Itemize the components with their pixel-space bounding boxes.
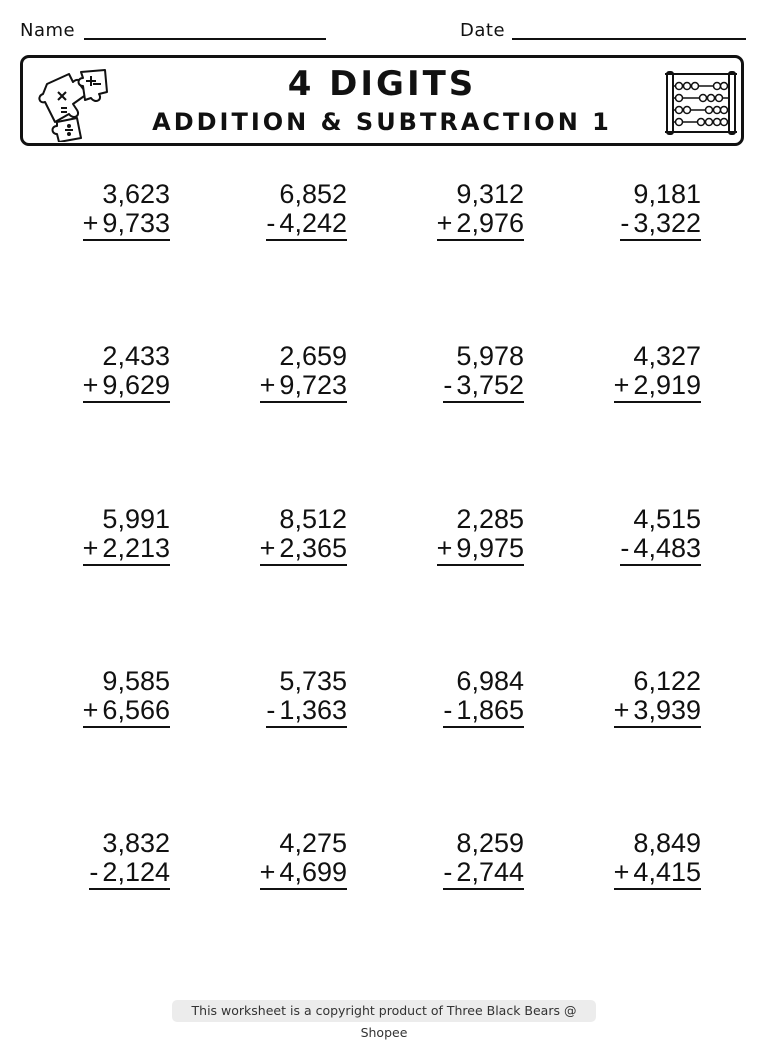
name-label: Name bbox=[20, 20, 76, 41]
date-label: Date bbox=[460, 20, 506, 41]
problem-5: 2,433 + 9,629 bbox=[20, 342, 170, 403]
problem-7: 5,978 - 3,752 bbox=[374, 342, 524, 403]
problem-10: 8,512 + 2,365 bbox=[197, 505, 347, 566]
problem-17: 3,832 - 2,124 bbox=[20, 829, 170, 890]
problem-13: 9,585 + 6,566 bbox=[20, 667, 170, 728]
problem-16: 6,122 + 3,939 bbox=[551, 667, 701, 728]
problem-19: 8,259 - 2,744 bbox=[374, 829, 524, 890]
worksheet-subtitle: ADDITION & SUBTRACTION 1 bbox=[152, 108, 612, 136]
problem-2: 6,852 - 4,242 bbox=[197, 180, 347, 241]
problem-15: 6,984 - 1,865 bbox=[374, 667, 524, 728]
problem-8: 4,327 + 2,919 bbox=[551, 342, 701, 403]
problem-6: 2,659 + 9,723 bbox=[197, 342, 347, 403]
problem-1: 3,623 + 9,733 bbox=[20, 180, 170, 241]
problem-18: 4,275 + 4,699 bbox=[197, 829, 347, 890]
problem-4: 9,181 - 3,322 bbox=[551, 180, 701, 241]
problem-14: 5,735 - 1,363 bbox=[197, 667, 347, 728]
problem-20: 8,849 + 4,415 bbox=[551, 829, 701, 890]
problem-9: 5,991 + 2,213 bbox=[20, 505, 170, 566]
copyright-footer: This worksheet is a copyright product of Three Black Bears @ Shopee bbox=[172, 1000, 596, 1022]
problem-12: 4,515 - 4,483 bbox=[551, 505, 701, 566]
problem-3: 9,312 + 2,976 bbox=[374, 180, 524, 241]
worksheet-title: 4 DIGITS bbox=[287, 64, 477, 104]
problem-11: 2,285 + 9,975 bbox=[374, 505, 524, 566]
